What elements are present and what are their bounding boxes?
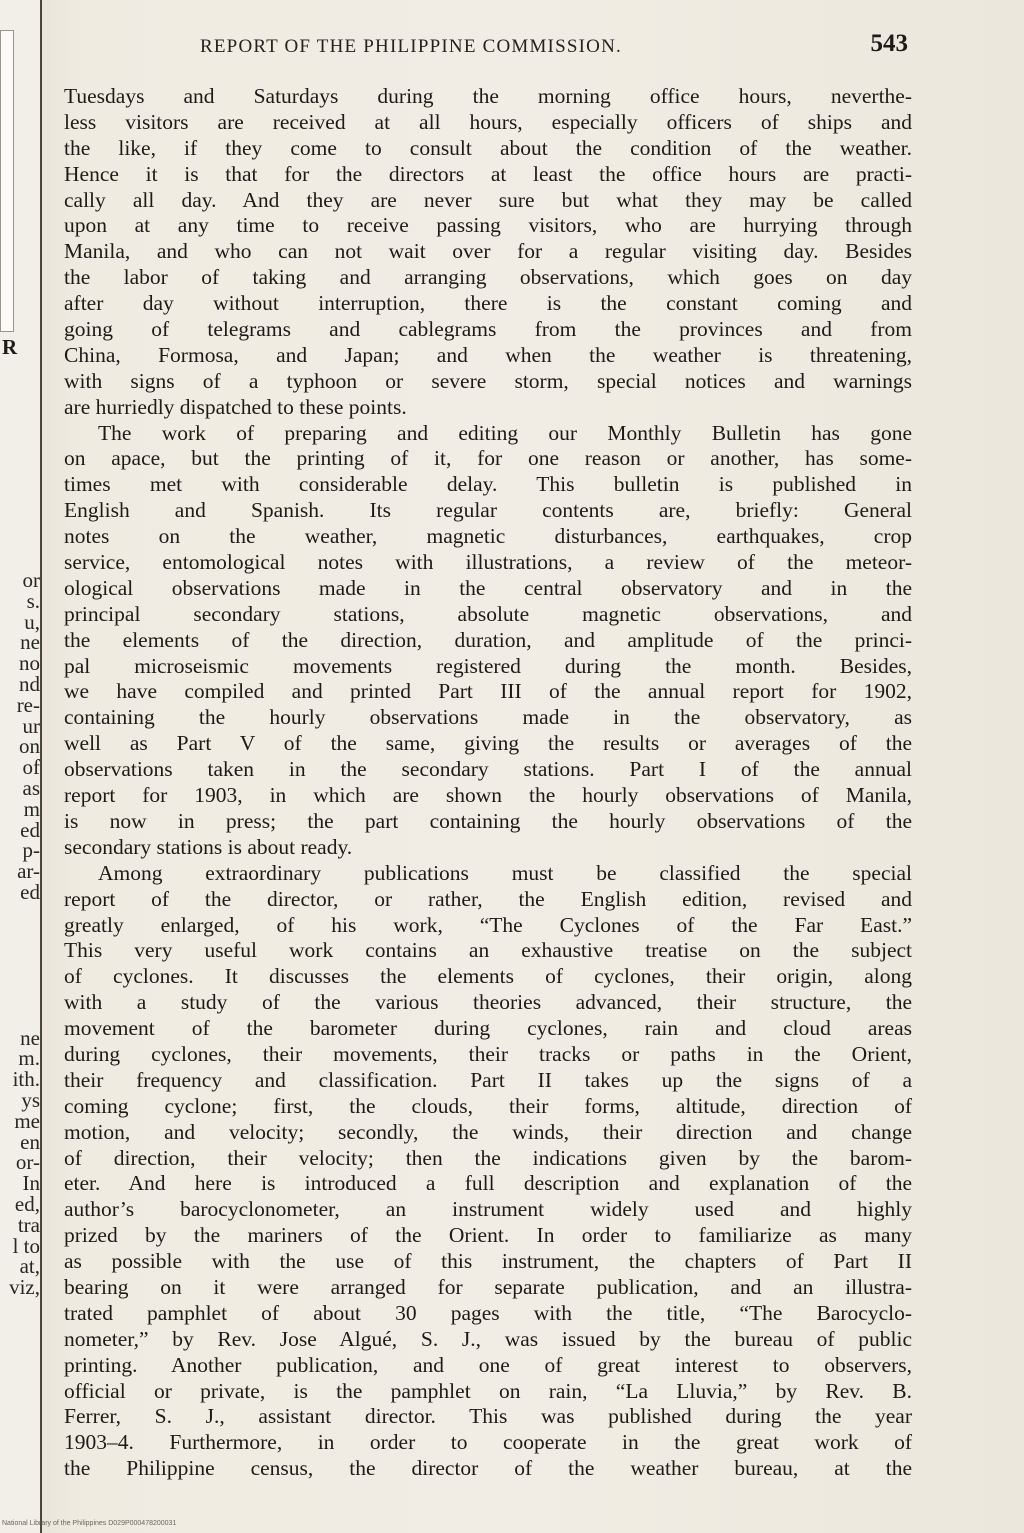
text-line: 1903–4. Furthermore, in order to cooperate in the great work of xyxy=(64,1430,912,1455)
text-line: principal secondary stations, absolute magnetic observations, and xyxy=(64,601,912,626)
previous-page-fragment: ne xyxy=(20,1025,40,1050)
text-line: China, Formosa, and Japan; and when the weather is threatening, xyxy=(64,342,912,367)
text-line: on apace, but the printing of it, for one reason or another, has some- xyxy=(64,446,912,471)
text-line: pal microseismic movements registered during the month. Besides, xyxy=(64,653,912,678)
text-line: service, entomological notes with illustrations, a review of the meteor- xyxy=(64,550,912,575)
text-line: we have compiled and printed Part III of the annual report for 1902, xyxy=(64,679,912,704)
previous-page-fragment: ed xyxy=(20,879,40,904)
text-line: cally all day. And they are never sure but what they may be called xyxy=(64,187,912,212)
previous-page-fragment: ed xyxy=(20,817,40,842)
text-line: notes on the weather, magnetic disturbances, earthquakes, crop xyxy=(64,524,912,549)
previous-page-fragment: on xyxy=(19,734,40,759)
text-line: going of telegrams and cablegrams from the provinces and from xyxy=(64,317,912,342)
text-line: after day without interruption, there is the constant coming and xyxy=(64,291,912,316)
text-line: Manila, and who can not wait over for a regular visiting day. Besides xyxy=(64,239,912,264)
previous-page-fragment: l to xyxy=(12,1233,40,1258)
previous-page-fragment: no xyxy=(19,651,40,676)
scan-credit: National Library of the Philippines D029P000478200031 xyxy=(2,1520,177,1527)
text-line: Among extraordinary publications must be classified the special xyxy=(98,860,912,885)
previous-page-fragment: ys xyxy=(21,1087,40,1112)
text-line: motion, and velocity; secondly, the winds, their direction and change xyxy=(64,1119,912,1144)
text-line: of cyclones. It discusses the elements of cyclones, their origin, along xyxy=(64,964,912,989)
text-line: less visitors are received at all hours, especially officers of ships and xyxy=(64,109,912,134)
text-line: coming cyclone; first, the clouds, their forms, altitude, direction of xyxy=(64,1093,912,1118)
body-text xyxy=(64,84,912,1482)
text-line: author’s barocyclonometer, an instrument widely used and highly xyxy=(64,1197,912,1222)
previous-page-fragment: ed, xyxy=(14,1191,40,1216)
previous-page-fragment: m xyxy=(23,796,40,821)
previous-page-fragment: me xyxy=(14,1108,40,1133)
text-line: ological observations made in the central observatory and in the xyxy=(64,575,912,600)
text-line: official or private, is the pamphlet on rain, “La Lluvia,” by Rev. B. xyxy=(64,1378,912,1403)
text-line: the like, if they come to consult about the condition of the weather. xyxy=(64,135,912,160)
previous-page-fragment: or- xyxy=(15,1150,40,1175)
text-line: nometer,” by Rev. Jose Algué, S. J., was issued by the bureau of public xyxy=(64,1326,912,1351)
text-line: their frequency and classification. Part II takes up the signs of a xyxy=(64,1067,912,1092)
previous-page-fragment: ith. xyxy=(12,1067,40,1092)
previous-page-fragment: of xyxy=(22,755,40,780)
text-line: Ferrer, S. J., assistant director. This was published during the year xyxy=(64,1404,912,1429)
text-line: the Philippine census, the director of the weather bureau, at the xyxy=(64,1456,912,1481)
previous-page-fragment xyxy=(0,924,40,945)
text-line: as possible with the use of this instrument, the chapters of Part II xyxy=(64,1249,912,1274)
previous-page-fragment xyxy=(0,944,40,965)
running-title: REPORT OF THE PHILIPPINE COMMISSION. xyxy=(200,36,622,57)
previous-page-fragment: s. xyxy=(26,588,40,613)
previous-page-fragment: ar- xyxy=(17,859,40,884)
previous-page-fragment xyxy=(0,903,40,924)
previous-page-fragments xyxy=(0,570,40,1298)
text-line: with signs of a typhoon or severe storm, special notices and warnings xyxy=(64,368,912,393)
previous-page-fragment: In xyxy=(22,1171,40,1196)
text-line: eter. And here is introduced a full description and explanation of the xyxy=(64,1171,912,1196)
text-line: secondary stations is about ready. xyxy=(64,834,353,859)
text-line: Hence it is that for the directors at least the office hours are practi- xyxy=(64,161,912,186)
page-header xyxy=(200,30,908,60)
page-number: 543 xyxy=(870,30,908,57)
text-line: The work of preparing and editing our Monthly Bulletin has gone xyxy=(98,420,912,445)
text-line: report of the director, or rather, the English edition, revised and xyxy=(64,886,912,911)
previous-page-fragment: at, xyxy=(19,1254,40,1279)
text-line: English and Spanish. Its regular contents are, briefly: General xyxy=(64,498,912,523)
previous-page-fragment: u, xyxy=(24,609,40,634)
text-line: containing the hourly observations made in the observatory, as xyxy=(64,705,912,730)
previous-page-fragment: ur xyxy=(22,713,40,738)
previous-page-fragment: re- xyxy=(16,692,40,717)
text-line: prized by the mariners of the Orient. In order to familiarize as many xyxy=(64,1223,912,1248)
previous-page-fragment xyxy=(0,986,40,1007)
text-line: of direction, their velocity; then the indications given by the barom- xyxy=(64,1145,912,1170)
text-line: are hurriedly dispatched to these points. xyxy=(64,394,407,419)
text-line: the labor of taking and arranging observations, which goes on day xyxy=(64,265,912,290)
text-line: greatly enlarged, of his work, “The Cyclones of the Far East.” xyxy=(64,912,912,937)
text-line: times met with considerable delay. This bulletin is published in xyxy=(64,472,912,497)
binding-strip xyxy=(0,30,14,332)
text-line: Tuesdays and Saturdays during the morning office hours, neverthe- xyxy=(64,84,912,108)
text-line: report for 1903, in which are shown the hourly observations of Manila, xyxy=(64,783,912,808)
previous-page-fragment: ne xyxy=(20,630,40,655)
previous-page-fragment: p- xyxy=(22,838,40,863)
previous-page-fragment: as xyxy=(22,775,40,800)
text-line: the elements of the direction, duration, and amplitude of the princi- xyxy=(64,627,912,652)
text-line: is now in press; the part containing the hourly observations of the xyxy=(64,808,912,833)
text-line: bearing on it were arranged for separate publication, and an illustra- xyxy=(64,1274,912,1299)
text-line: printing. Another publication, and one of great interest to observers, xyxy=(64,1352,912,1377)
previous-page-letter: R xyxy=(2,335,18,359)
previous-page-fragment: or xyxy=(22,570,40,592)
text-line: with a study of the various theories advanced, their structure, the xyxy=(64,990,912,1015)
previous-page-fragment: en xyxy=(20,1129,40,1154)
text-line: movement of the barometer during cyclones, rain and cloud areas xyxy=(64,1016,912,1041)
previous-page-fragment xyxy=(0,1007,40,1028)
text-line: during cyclones, their movements, their tracks or paths in the Orient, xyxy=(64,1041,912,1066)
text-line: This very useful work contains an exhaustive treatise on the subject xyxy=(64,938,912,963)
text-line: upon at any time to receive passing visitors, who are hurrying through xyxy=(64,213,912,238)
previous-page-fragment: tra xyxy=(17,1212,40,1237)
text-line: well as Part V of the same, giving the results or averages of the xyxy=(64,731,912,756)
previous-page-fragment: m. xyxy=(18,1046,40,1071)
text-line: trated pamphlet of about 30 pages with the title, “The Barocyclo- xyxy=(64,1300,912,1325)
previous-page-fragment xyxy=(0,965,40,986)
previous-page-fragment: nd xyxy=(19,671,40,696)
previous-page-fragment: viz, xyxy=(9,1275,40,1298)
text-line: observations taken in the secondary stations. Part I of the annual xyxy=(64,757,912,782)
